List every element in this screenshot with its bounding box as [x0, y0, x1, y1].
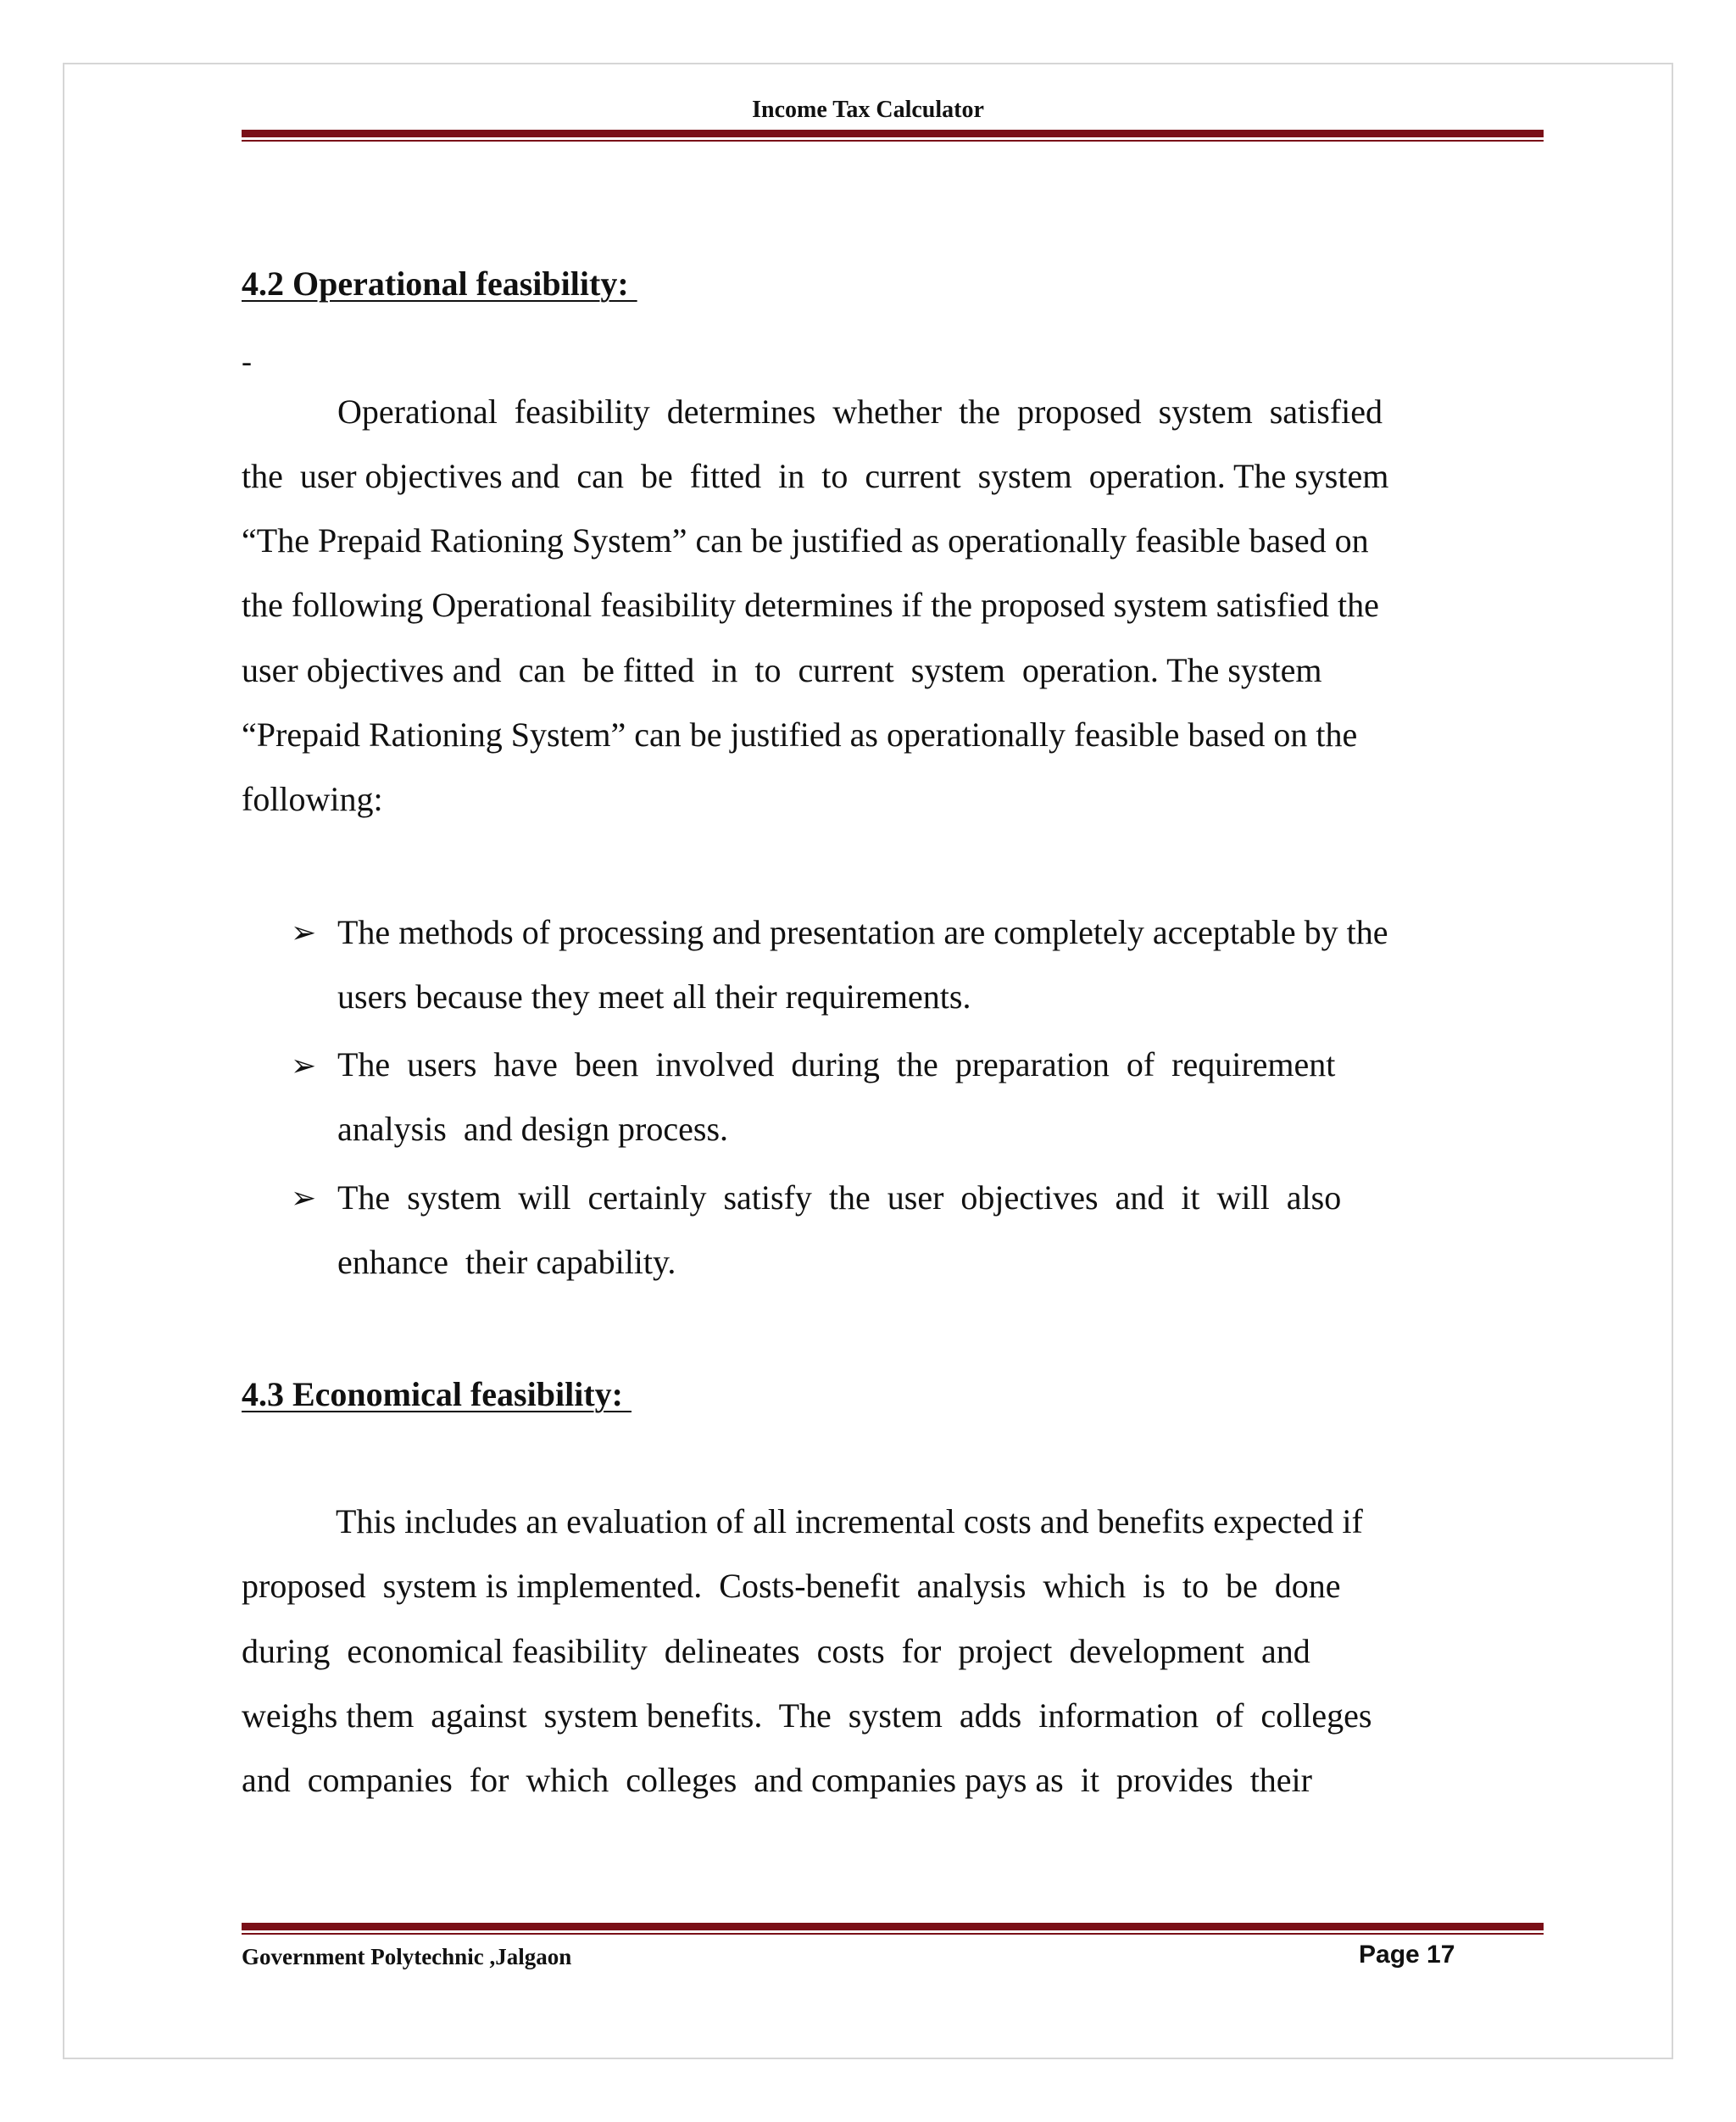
bullet-item-line: The methods of processing and presentation are completely acceptable by the: [337, 913, 1388, 951]
section-heading-operational: 4.2 Operational feasibility:: [242, 265, 637, 303]
bullet-item-line: users because they meet all their requirements.: [337, 977, 971, 1016]
paragraph-line: “Prepaid Rationing System” can be justified as operationally feasible based on the: [242, 716, 1358, 754]
paragraph-line: “The Prepaid Rationing System” can be justified as operationally feasible based on: [242, 521, 1369, 560]
paragraph-line: user objectives and can be fitted in to current system operation. The system: [242, 651, 1322, 689]
bullet-item-line: analysis and design process.: [337, 1110, 729, 1148]
paragraph-line: proposed system is implemented. Costs-benefit analysis which is to be done: [242, 1567, 1341, 1605]
bullet-item-line: The users have been involved during the preparation of requirement: [337, 1045, 1336, 1083]
arrow-bullet-icon: ➢: [291, 1049, 317, 1083]
running-header-title: Income Tax Calculator: [752, 97, 984, 123]
bullet-item-line: The system will certainly satisfy the user objectives and it will also: [337, 1178, 1342, 1217]
paragraph-line: and companies for which colleges and companies pays as it provides their: [242, 1761, 1312, 1799]
arrow-bullet-icon: ➢: [291, 916, 317, 950]
paragraph-line: Operational feasibility determines whether the proposed system satisfied: [337, 393, 1383, 431]
bullet-item-line: enhance their capability.: [337, 1243, 676, 1281]
paragraph-line: the user objectives and can be fitted in to current system operation. The system: [242, 457, 1389, 495]
page-number: Page 17: [1359, 1941, 1455, 1969]
stray-dash: -: [242, 344, 252, 378]
paragraph-line: following:: [242, 780, 383, 818]
paragraph-line: during economical feasibility delineates costs for project development and: [242, 1632, 1310, 1670]
footer-institution: Government Polytechnic ,Jalgaon: [242, 1944, 572, 1969]
paragraph-line: This includes an evaluation of all incremental costs and benefits expected if: [336, 1502, 1363, 1540]
arrow-bullet-icon: ➢: [291, 1181, 317, 1215]
section-heading-economical: 4.3 Economical feasibility:: [242, 1375, 632, 1413]
footer-rule: [242, 1923, 1544, 1935]
paragraph-line: the following Operational feasibility determines if the proposed system satisfied the: [242, 586, 1379, 624]
paragraph-line: weighs them against system benefits. The system adds information of colleges: [242, 1696, 1372, 1735]
header-rule: [242, 130, 1544, 142]
